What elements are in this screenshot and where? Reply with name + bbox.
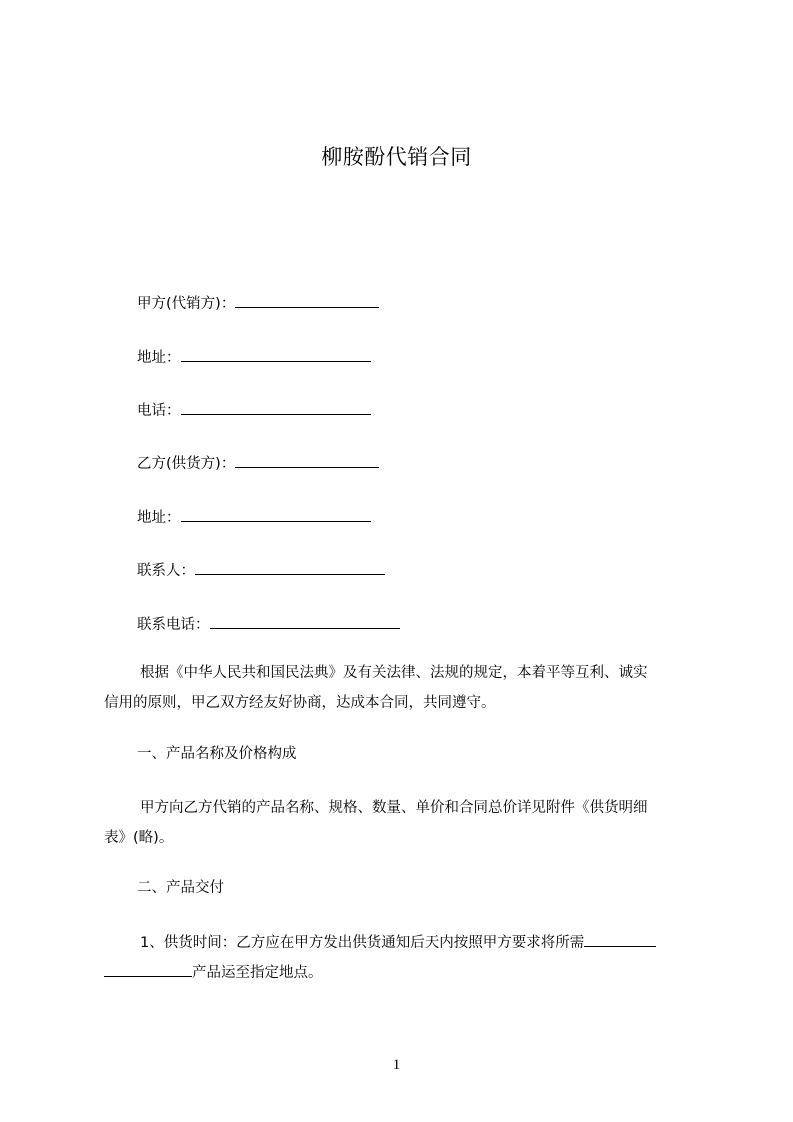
section-1-line-2: 表》(略)。	[104, 830, 174, 846]
section-1-paragraph	[104, 793, 702, 853]
party-a-address-blank[interactable]	[181, 346, 371, 362]
party-b-address-label: 地址：	[137, 510, 181, 526]
section-2-item-1-line-2	[104, 958, 702, 988]
party-b-contact-label: 联系人：	[137, 563, 195, 579]
party-b-field	[137, 452, 379, 474]
section-2-item-1-line-1	[104, 928, 702, 958]
section-2-item-1-text-1: 1、供货时间：乙方应在甲方发出供货通知后天内按照甲方要求将所需	[140, 935, 585, 951]
section-2-item-1-text-2: 产品运至指定地点。	[192, 965, 323, 981]
party-b-address-blank[interactable]	[181, 506, 371, 522]
section-1-line-1: 甲方向乙方代销的产品名称、规格、数量、单价和合同总价详见附件《供货明细	[140, 800, 648, 816]
party-a-address-field	[137, 346, 371, 368]
party-b-label: 乙方(供货方)：	[137, 456, 236, 472]
preamble-line-1: 根据《中华人民共和国民法典》及有关法律、法规的规定，本着平等互利、诚实	[140, 665, 648, 681]
party-b-contact-field	[137, 559, 385, 581]
party-a-phone-blank[interactable]	[181, 399, 371, 415]
supply-item-blank-1[interactable]	[584, 931, 656, 947]
preamble-paragraph	[104, 658, 702, 718]
page-number: 1	[392, 1057, 401, 1073]
section-2-heading: 二、产品交付	[137, 880, 224, 896]
party-a-blank[interactable]	[235, 292, 379, 308]
party-b-contact-blank[interactable]	[195, 559, 385, 575]
supply-item-blank-2[interactable]	[104, 961, 192, 977]
party-a-phone-field	[137, 399, 371, 421]
party-b-phone-field	[137, 613, 400, 635]
preamble-line-2: 信用的原则，甲乙双方经友好协商，达成本合同，共同遵守。	[104, 695, 496, 711]
party-a-field	[137, 292, 379, 314]
page-title: 柳胺酚代销合同	[321, 145, 472, 169]
party-a-address-label: 地址：	[137, 350, 181, 366]
party-b-phone-label: 联系电话：	[137, 617, 210, 633]
section-1-heading: 一、产品名称及价格构成	[137, 746, 297, 762]
party-a-phone-label: 电话：	[137, 403, 181, 419]
party-b-address-field	[137, 506, 371, 528]
party-b-blank[interactable]	[235, 452, 379, 468]
party-b-phone-blank[interactable]	[210, 613, 400, 629]
section-2-item-1	[104, 928, 702, 988]
party-a-label: 甲方(代销方)：	[137, 296, 236, 312]
